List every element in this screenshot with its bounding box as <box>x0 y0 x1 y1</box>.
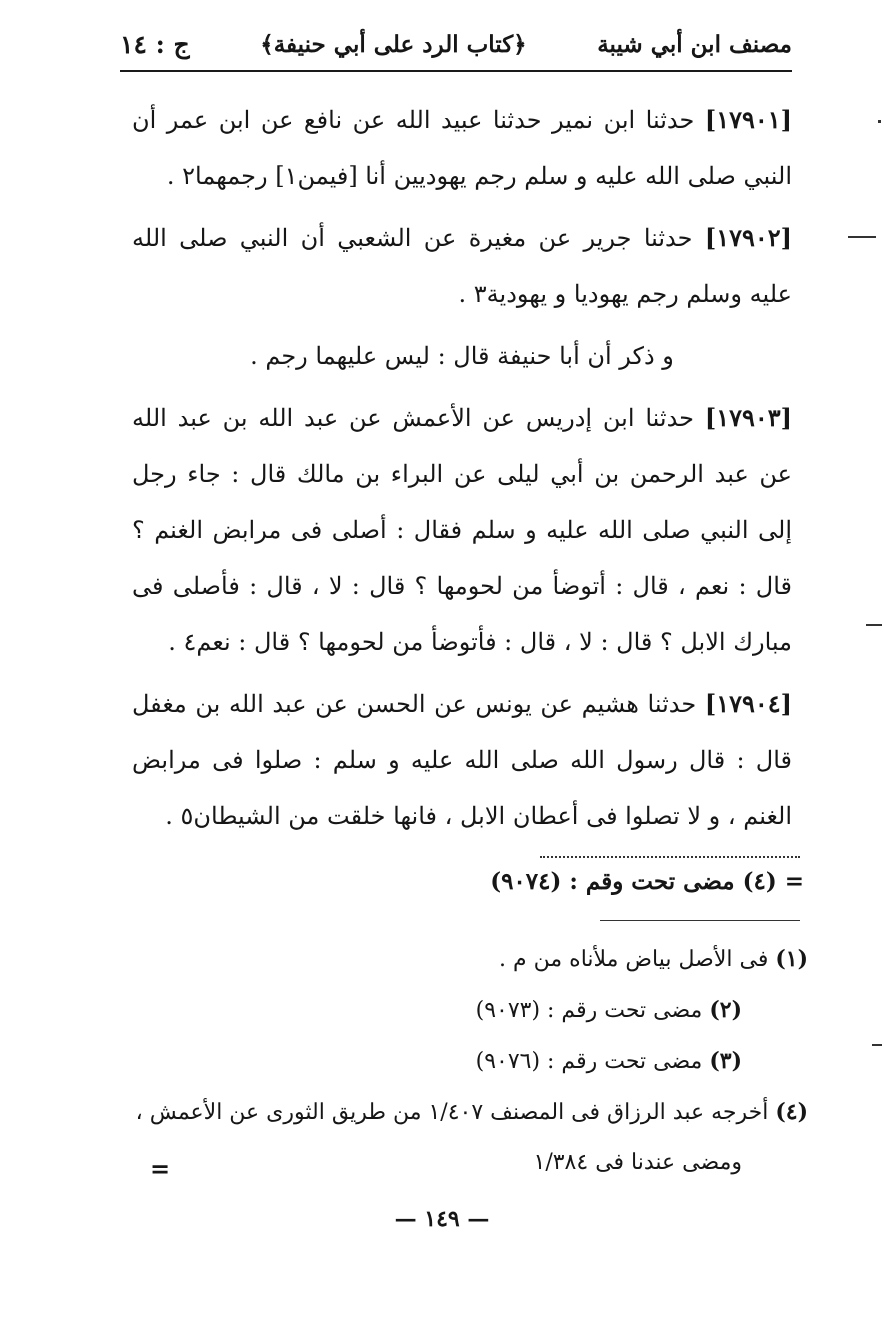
hadith-17904 <box>132 676 792 844</box>
hadith-text: حدثنا هشيم عن يونس عن الحسن عن عبد الله بن مغفل قال : قال رسول الله صلى الله عليه و سلم : صلوا فى مرابض الغنم ، و لا تصلوا فى أعطان الابل ، فانها خلقت من الشيطان٥ . <box>132 690 792 830</box>
margin-mark <box>878 120 881 123</box>
hadith-text: حدثنا ابن إدريس عن الأعمش عن عبد الله بن عبد الله عن عبد الرحمن بن أبي ليلى عن البراء بن مالك قال : جاء رجل إلى النبي صلى الله عليه و سلم فقال : أصلى فى مرابض الغنم ؟ قال : نعم ، قال : أتوضأ من لحومها ؟ قال : لا ، قال : فأصلى فى مبارك الابل ؟ قال : لا ، قال : فأتوضأ من لحومها ؟ قال : نعم٤ . <box>132 404 792 656</box>
footnote-3 <box>120 1036 808 1087</box>
footnote-text: مضى تحت رقم : (٩٠٧٦) <box>475 1049 710 1074</box>
hadith-number: [١٧٩٠٢] <box>704 223 792 252</box>
hadith-text: حدثنا ابن نمير حدثنا عبيد الله عن نافع عن ابن عمر أن النبي صلى الله عليه و سلم رجم يهوديين أنا [فيمن١] رجمهما٢ . <box>132 106 792 190</box>
footnote-text: أخرجه عبد الرزاق فى المصنف ١/٤٠٧ من طريق الثورى عن الأعمش ، <box>135 1100 776 1125</box>
footnote-1 <box>120 934 808 985</box>
main-text <box>132 92 792 850</box>
footnote-4-continuation: ومضى عندنا فى ١/٣٨٤ <box>533 1150 742 1175</box>
footnote-number: (١) <box>775 946 808 972</box>
footnotes <box>120 934 808 1188</box>
hadith-number: [١٧٩٠١] <box>704 105 792 134</box>
hadith-number: [١٧٩٠٣] <box>704 403 792 432</box>
margin-mark <box>866 624 882 626</box>
page-number: — ١٤٩ — <box>394 1206 490 1232</box>
footnote-2 <box>120 985 808 1036</box>
section-title: ﴿كتاب الرد على أبي حنيفة﴾ <box>260 30 527 58</box>
footnote-number: (٣) <box>709 1048 742 1074</box>
continuation-sign: = <box>150 1154 171 1183</box>
hadith-text: حدثنا جرير عن مغيرة عن الشعبي أن النبي صلى الله عليه وسلم رجم يهوديا و يهودية٣ . <box>132 224 792 308</box>
margin-mark <box>848 236 876 238</box>
footnote-number: (٢) <box>709 997 742 1023</box>
hadith-number: [١٧٩٠٤] <box>704 689 792 718</box>
hadith-17901 <box>132 92 792 204</box>
footnote-number: (٤) <box>775 1099 808 1125</box>
footnote-rule <box>600 920 800 921</box>
hadith-17902 <box>132 210 792 322</box>
page-header <box>120 18 792 72</box>
continuation-rule <box>540 856 800 858</box>
hadith-17903 <box>132 390 792 670</box>
footnote-text: مضى تحت رقم : (٩٠٧٣) <box>475 998 710 1023</box>
volume-number: ج : ١٤ <box>120 29 190 59</box>
footnote-4 <box>120 1087 808 1138</box>
continued-footnote: = (٤) مضى تحت وقم : (٩٠٧٤) <box>490 868 804 895</box>
abu-hanifa-note: و ذكر أن أبا حنيفة قال : ليس عليهما رجم . <box>250 342 674 370</box>
book-title: مصنف ابن أبي شيبة <box>597 30 792 58</box>
margin-mark <box>872 1044 882 1046</box>
footnote-text: فى الأصل بياض ملأناه من م . <box>499 947 776 972</box>
